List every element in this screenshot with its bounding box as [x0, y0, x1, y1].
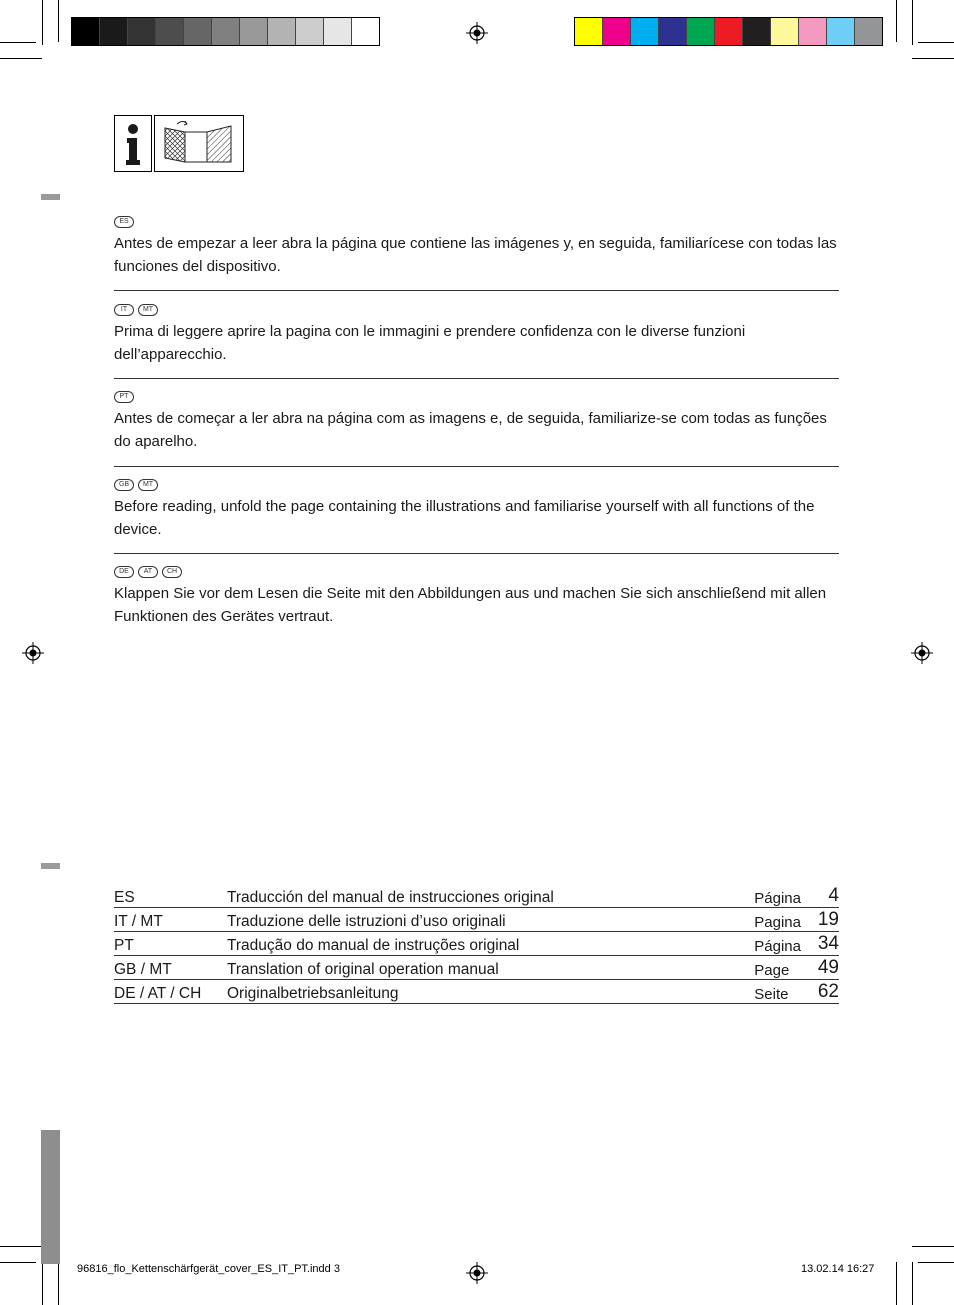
color-swatch — [239, 18, 267, 45]
toc-page-number: 62 — [801, 980, 839, 1004]
side-marker — [41, 194, 60, 200]
info-icon-box — [114, 115, 152, 172]
color-swatch — [155, 18, 183, 45]
toc-language-code: DE / AT / CH — [114, 980, 227, 1004]
language-badges — [114, 479, 839, 491]
instruction-text: Klappen Sie vor dem Lesen die Seite mit den Abbildungen aus und machen Sie sich anschließend mit allen Funktionen des Gerätes vertraut. — [114, 585, 827, 625]
color-swatch — [72, 18, 99, 45]
instruction-text: Before reading, unfold the page containing the illustrations and familiarise yourself with all functions of the device. — [114, 498, 815, 538]
crop-mark — [912, 1246, 954, 1247]
grayscale-colorbar — [71, 17, 380, 46]
registration-mark-icon — [466, 1262, 488, 1284]
toc-page-number: 34 — [801, 932, 839, 956]
country-code-badge: AT — [138, 566, 158, 578]
crop-mark — [912, 58, 954, 59]
color-swatch — [127, 18, 155, 45]
toc-title: Originalbetriebsanleitung — [227, 980, 754, 1004]
section-divider — [114, 378, 839, 379]
toc-page-word: Page — [754, 956, 801, 980]
registration-mark-icon — [911, 642, 933, 664]
process-colorbar — [574, 17, 883, 46]
color-swatch — [351, 18, 379, 45]
country-code-badge: DE — [114, 566, 134, 578]
instruction-text: Prima di leggere aprire la pagina con le immagini e prendere confidenza con le diverse funzioni dell’apparecchio. — [114, 323, 746, 363]
color-swatch — [323, 18, 351, 45]
color-swatch — [658, 18, 686, 45]
crop-mark — [918, 42, 954, 43]
crop-mark — [0, 42, 36, 43]
language-badges — [114, 304, 839, 316]
language-badges — [114, 391, 839, 403]
color-swatch — [295, 18, 323, 45]
instruction-text: Antes de empezar a leer abra la página que contiene las imágenes y, en seguida, familiarícese con todas las funciones del dispositivo. — [114, 235, 837, 275]
toc-title: Traducción del manual de instrucciones original — [227, 884, 754, 908]
toc-row — [114, 908, 839, 932]
toc-language-code: GB / MT — [114, 956, 227, 980]
color-swatch — [267, 18, 295, 45]
crop-mark — [0, 1246, 42, 1247]
toc-page-word: Pagina — [754, 908, 801, 932]
language-section — [114, 391, 839, 453]
section-divider — [114, 466, 839, 467]
crop-mark — [58, 1262, 59, 1305]
color-swatch — [686, 18, 714, 45]
crop-mark — [896, 0, 897, 42]
crop-mark — [42, 0, 43, 45]
toc-page-word: Página — [754, 932, 801, 956]
language-section — [114, 304, 839, 366]
color-swatch — [798, 18, 826, 45]
toc-row — [114, 932, 839, 956]
color-swatch — [630, 18, 658, 45]
country-code-badge: PT — [114, 391, 134, 403]
thumb-index-block — [41, 1130, 60, 1264]
color-swatch — [183, 18, 211, 45]
toc-language-code: PT — [114, 932, 227, 956]
toc-row — [114, 956, 839, 980]
toc-page-number: 4 — [801, 884, 839, 908]
toc-language-code: ES — [114, 884, 227, 908]
toc-row — [114, 884, 839, 908]
language-section — [114, 479, 839, 541]
color-swatch — [211, 18, 239, 45]
footer-filename: 96816_flo_Kettenschärfgerät_cover_ES_IT_PT.indd 3 — [77, 1263, 340, 1275]
language-badges — [114, 566, 839, 578]
crop-mark — [918, 1262, 954, 1263]
color-swatch — [742, 18, 770, 45]
country-code-badge: CH — [162, 566, 182, 578]
country-code-badge: ES — [114, 216, 134, 228]
unfold-page-icon — [155, 116, 243, 171]
color-swatch — [826, 18, 854, 45]
toc-row — [114, 980, 839, 1004]
toc-page-word: Seite — [754, 980, 801, 1004]
info-icon — [115, 116, 151, 171]
crop-mark — [0, 58, 42, 59]
toc-page-number: 19 — [801, 908, 839, 932]
section-divider — [114, 553, 839, 554]
instruction-text: Antes de começar a ler abra na página com as imagens e, de seguida, familiarize-se com todas as funções do aparelho. — [114, 410, 827, 450]
crop-mark — [912, 0, 913, 45]
crop-mark — [0, 1262, 36, 1263]
side-marker — [41, 863, 60, 869]
color-swatch — [854, 18, 882, 45]
language-section — [114, 566, 839, 628]
country-code-badge: MT — [138, 479, 158, 491]
crop-mark — [912, 1262, 913, 1305]
country-code-badge: GB — [114, 479, 134, 491]
registration-mark-icon — [22, 642, 44, 664]
toc-language-code: IT / MT — [114, 908, 227, 932]
color-swatch — [714, 18, 742, 45]
color-swatch — [602, 18, 630, 45]
country-code-badge: MT — [138, 304, 158, 316]
toc-page-number: 49 — [801, 956, 839, 980]
crop-mark — [42, 1262, 43, 1305]
toc-title: Tradução do manual de instruções original — [227, 932, 754, 956]
footer-datetime: 13.02.14 16:27 — [801, 1263, 875, 1275]
country-code-badge: IT — [114, 304, 134, 316]
unfold-page-icon-box — [154, 115, 244, 172]
color-swatch — [575, 18, 602, 45]
color-swatch — [99, 18, 127, 45]
table-of-contents — [114, 884, 839, 1004]
language-badges — [114, 216, 839, 228]
crop-mark — [896, 1262, 897, 1305]
toc-title: Translation of original operation manual — [227, 956, 754, 980]
color-swatch — [770, 18, 798, 45]
toc-title: Traduzione delle istruzioni d’uso originali — [227, 908, 754, 932]
language-section — [114, 216, 839, 278]
toc-page-word: Página — [754, 884, 801, 908]
section-divider — [114, 290, 839, 291]
crop-mark — [58, 0, 59, 42]
registration-mark-icon — [466, 22, 488, 44]
